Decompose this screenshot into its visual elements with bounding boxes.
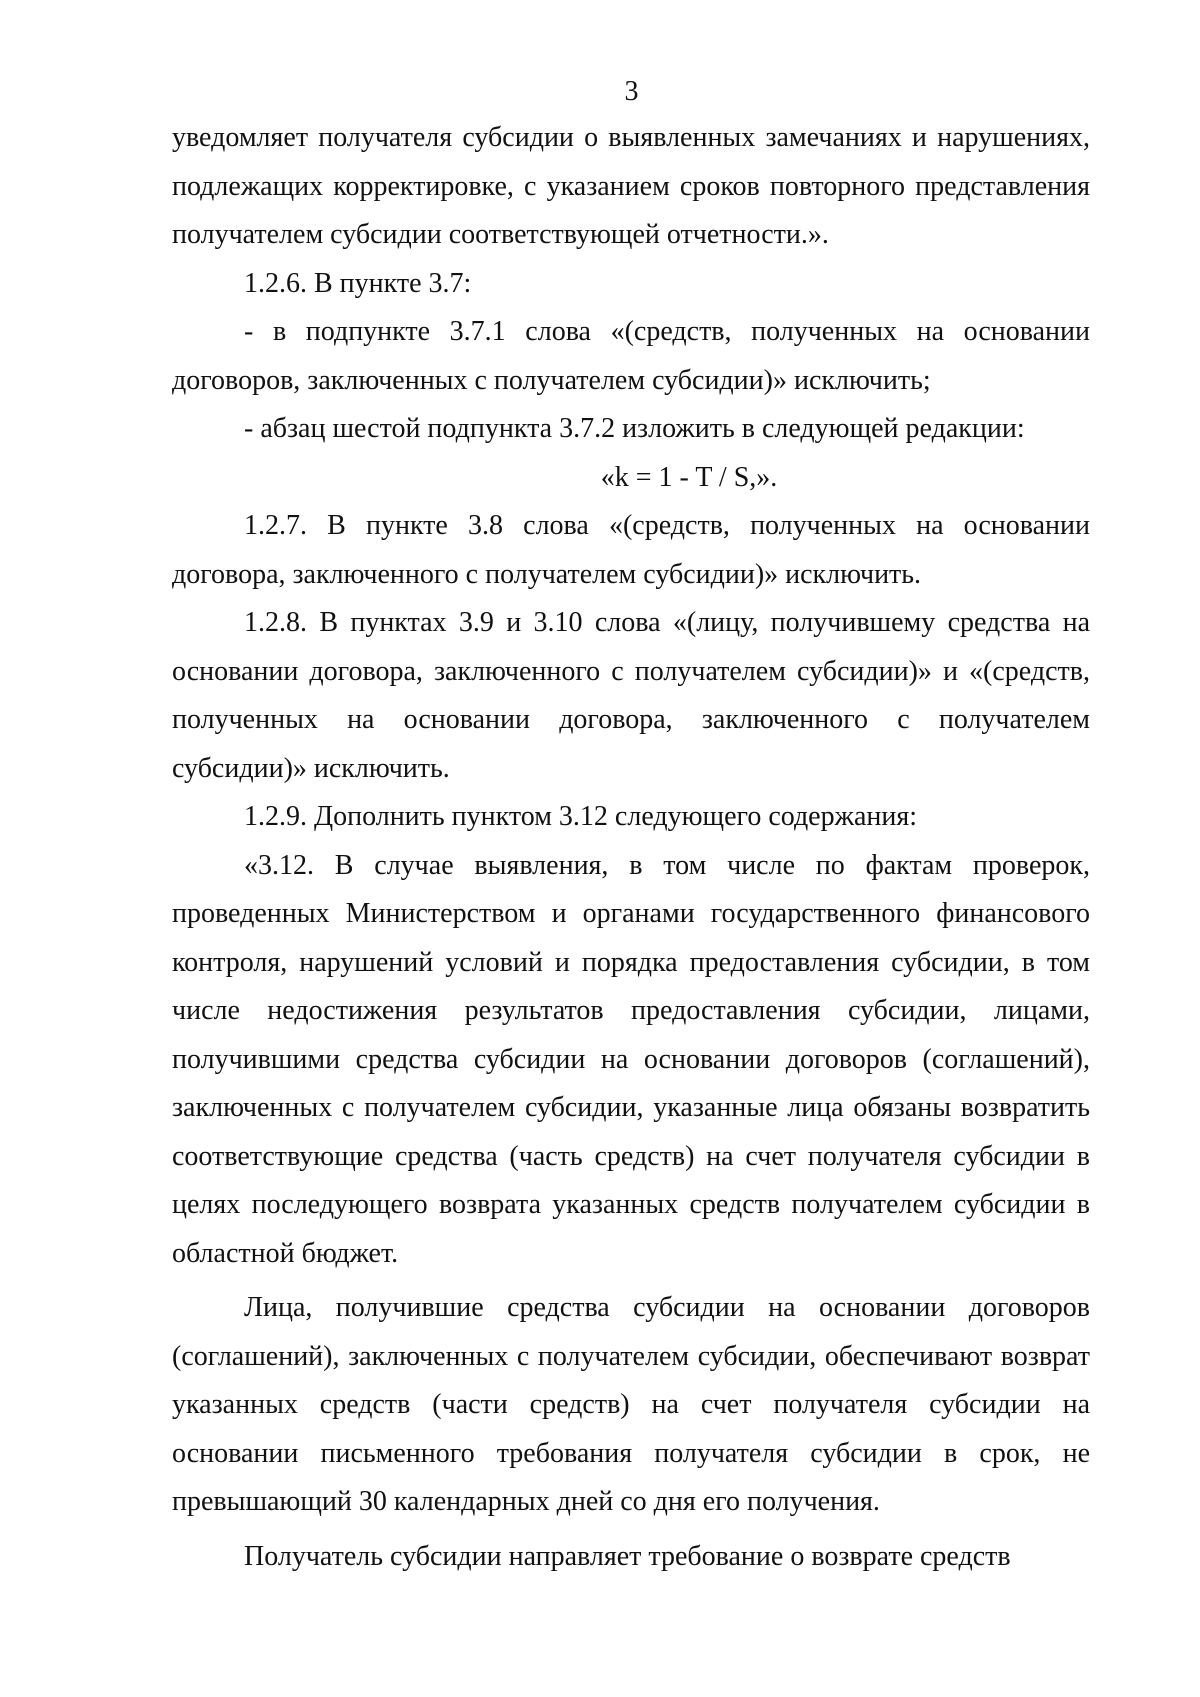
- formula: «k = 1 - T / S,».: [600, 461, 778, 493]
- paragraph-subitem-3-7-2: - абзац шестой подпункта 3.7.2 изложить в следующей редакции:: [244, 413, 1025, 444]
- paragraph-subitem-3-7-1: - в подпункте 3.7.1 слова «(средств, полученных на основании договоров, заключенных с получателем субсидии)» исключить;: [172, 316, 1090, 396]
- paragraph-recipients-return: Лица, получившие средства субсидии на основании договоров (соглашений), заключенных с получателем субсидии, обеспечивают возврат указанных средств (части средств) на счет получателя субсидии на основании письменного требования получателя субсидии в срок, не превышающий 30 календарных дней со дня его получения.: [172, 1292, 1090, 1517]
- paragraph-recipient-request: Получатель субсидии направляет требование о возврате средств: [244, 1540, 1011, 1572]
- paragraph-1-2-8: 1.2.8. В пунктах 3.9 и 3.10 слова «(лицу, получившему средства на основании договора, заключенного с получателем субсидии)» и «(средств, полученных на основании договора, заключенного с получателем субсидии)» исключить.: [172, 607, 1090, 784]
- paragraph-1-2-6: 1.2.6. В пункте 3.7:: [244, 267, 472, 299]
- paragraph-1-2-9: 1.2.9. Дополнить пунктом 3.12 следующего содержания:: [244, 801, 918, 832]
- paragraph-continuation: уведомляет получателя субсидии о выявленных замечаниях и нарушениях, подлежащих корректировке, с указанием сроков повторного представления получателем субсидии соответствующей отчетности.».: [172, 122, 1090, 250]
- paragraph-3-12: «3.12. В случае выявления, в том числе по фактам проверок, проведенных Министерством и органами государственного финансового контроля, нарушений условий и порядка предоставления субсидии, в том числе недостижения результатов предоставления субсидии, лицами, получившими средства субсидии на основании договоров (соглашений), заключенных с получателем субсидии, указанные лица обязаны возвратить соответствующие средства (часть средств) на счет получателя субсидии в целях последующего возврата указанных средств получателем субсидии в областной бюджет.: [172, 849, 1090, 1269]
- paragraph-1-2-7: 1.2.7. В пункте 3.8 слова «(средств, полученных на основании договора, заключенного с получателем субсидии)» исключить.: [172, 510, 1090, 590]
- page-number: 3: [624, 76, 639, 107]
- document-body: [172, 114, 1090, 1581]
